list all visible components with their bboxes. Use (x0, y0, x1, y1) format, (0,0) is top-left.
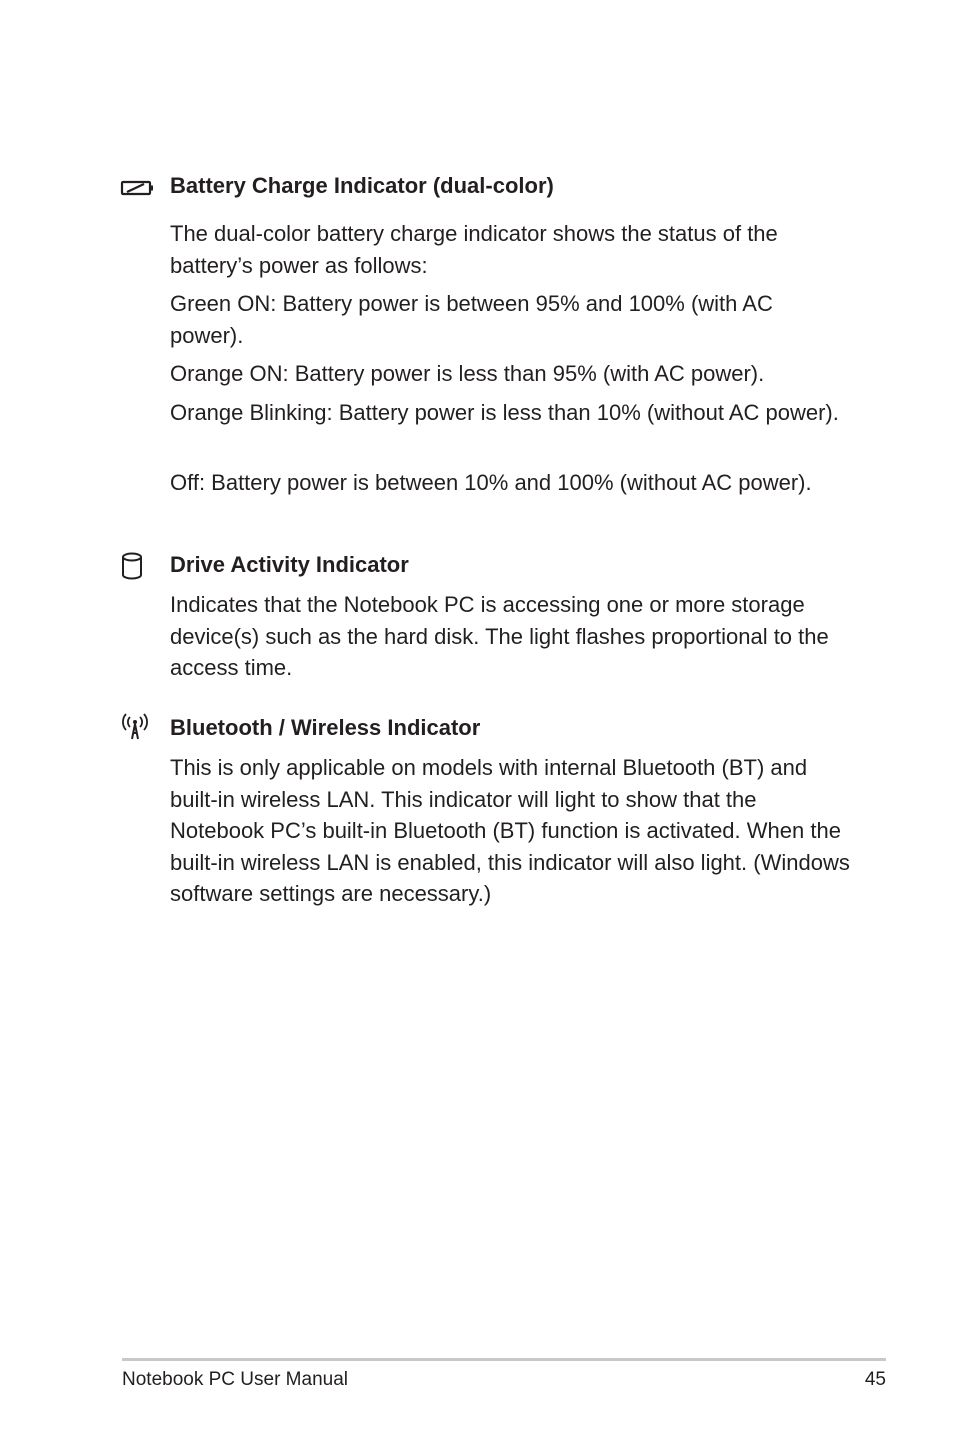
battery-icon (120, 172, 154, 202)
battery-description: The dual-color battery charge indicator shows the status of the battery’s power as follows: (170, 221, 778, 278)
drive-icon (120, 551, 154, 581)
footer-title: Notebook PC User Manual (122, 1369, 348, 1390)
battery-status-orange-blinking: Orange Blinking: Battery power is less than 10% (without AC power). (170, 400, 839, 425)
page-number: 45 (864, 1369, 886, 1390)
drive-heading: Drive Activity Indicator (170, 552, 409, 577)
drive-description: Indicates that the Notebook PC is accessing one or more storage device(s) such as the hard disk. The light flashes proportional to the access time. (170, 592, 829, 680)
wireless-icon (120, 712, 154, 742)
battery-status-orange-on: Orange ON: Battery power is less than 95% (with AC power). (170, 361, 765, 386)
battery-heading: Battery Charge Indicator (dual-color) (170, 173, 554, 198)
battery-status-green-on: Green ON: Battery power is between 95% and 100% (with AC power). (170, 291, 773, 348)
footer-divider (122, 1358, 886, 1361)
wireless-description: This is only applicable on models with internal Bluetooth (BT) and built-in wireless LAN. This indicator will light to show that the Notebook PC’s built-in Bluetooth (BT) function is activated. When the built-in wireless LAN is enabled, this indicator will also light. (Windows software settings are necessary.) (170, 755, 850, 906)
battery-status-off: Off: Battery power is between 10% and 100% (without AC power). (170, 470, 812, 495)
wireless-heading: Bluetooth / Wireless Indicator (170, 715, 481, 740)
